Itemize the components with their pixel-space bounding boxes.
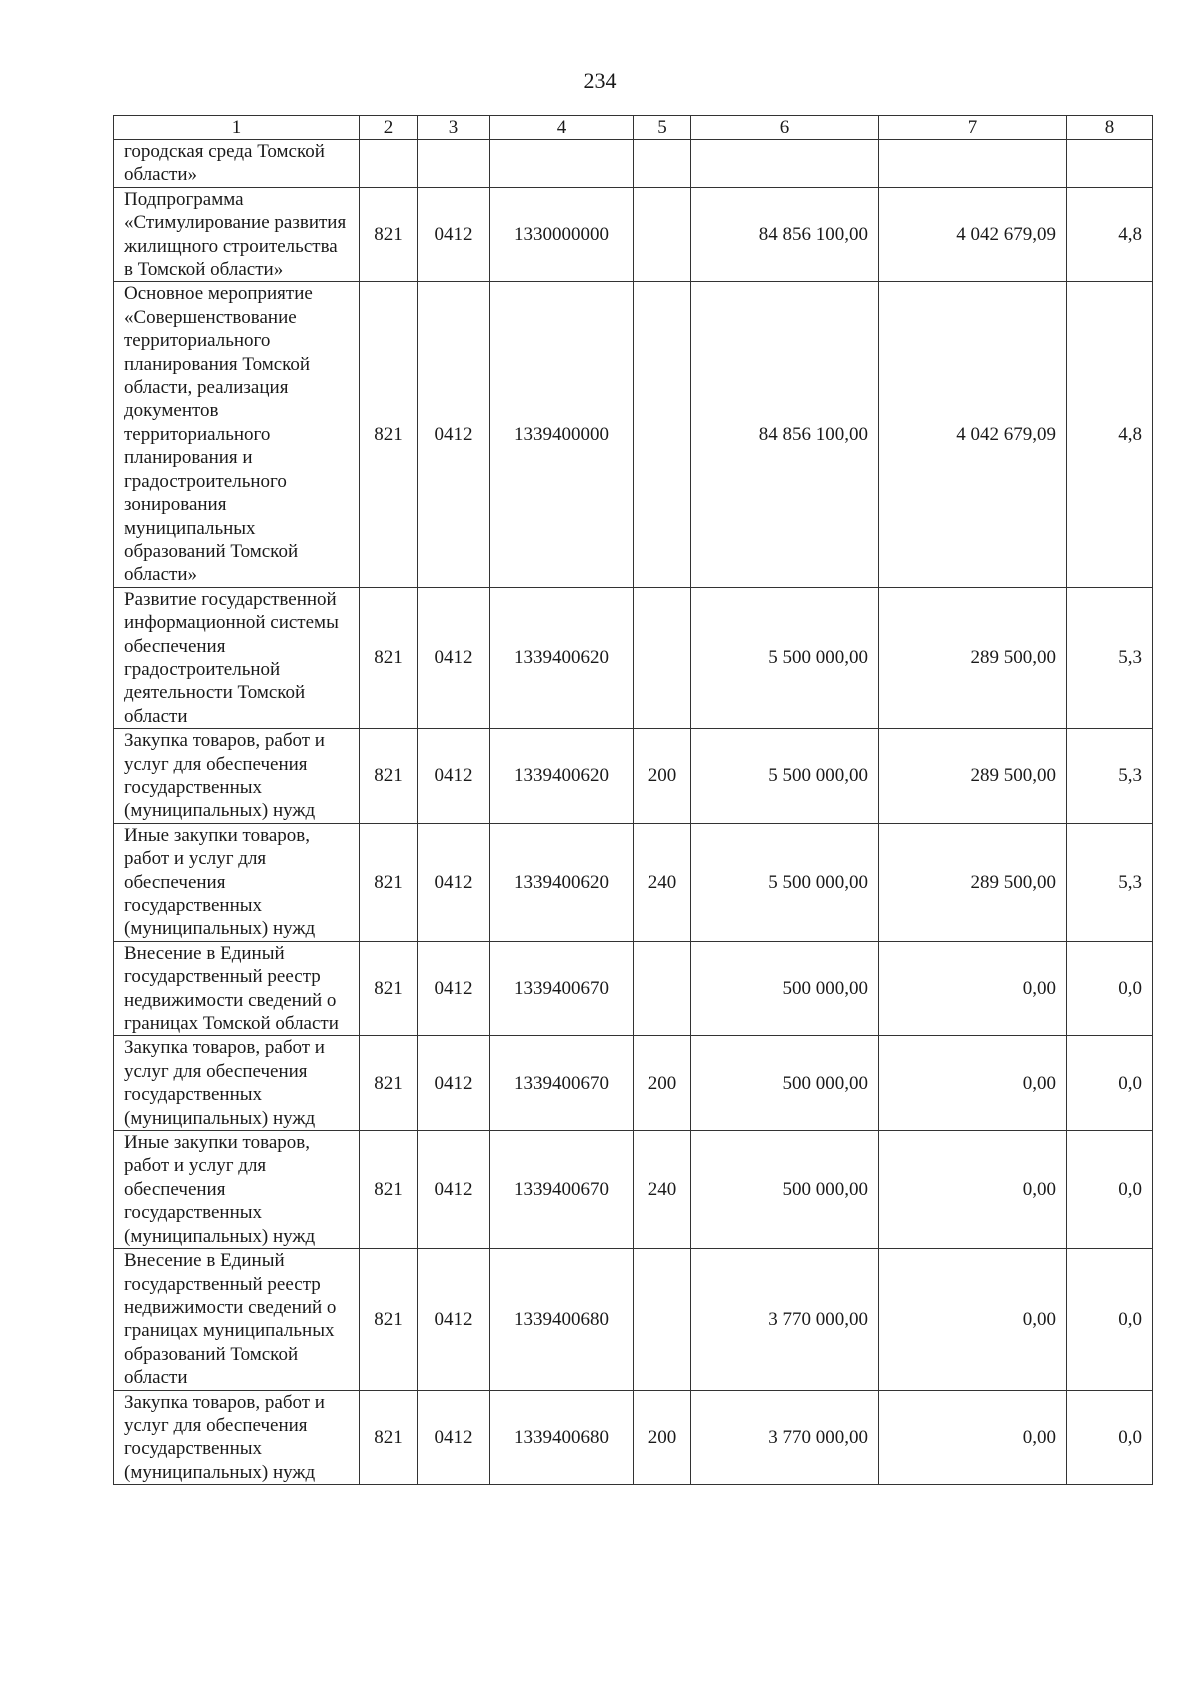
grbs-code-cell: 821: [360, 1036, 418, 1131]
actual-amount-cell: 0,00: [879, 941, 1067, 1036]
grbs-code-cell: 821: [360, 1390, 418, 1485]
grbs-code-cell: 821: [360, 587, 418, 728]
plan-amount-cell: 500 000,00: [691, 1131, 879, 1249]
plan-amount-cell: 3 770 000,00: [691, 1249, 879, 1390]
header-cell: 2: [360, 116, 418, 140]
section-code-cell: 0412: [418, 941, 490, 1036]
grbs-code-cell: 821: [360, 729, 418, 824]
section-code-cell: 0412: [418, 1249, 490, 1390]
percent-cell: 4,8: [1067, 282, 1153, 587]
section-code-cell: [418, 140, 490, 188]
target-article-cell: 1339400000: [490, 282, 634, 587]
expense-type-cell: 200: [634, 1036, 691, 1131]
row-name-cell: Закупка товаров, работ и услуг для обеспечения государственных (муниципальных) нужд: [114, 1036, 360, 1131]
grbs-code-cell: 821: [360, 282, 418, 587]
table-row: [114, 1131, 1153, 1249]
grbs-code-cell: 821: [360, 823, 418, 941]
row-name-cell: Подпрограмма «Стимулирование развития жилищного строительства в Томской области»: [114, 187, 360, 282]
percent-cell: 0,0: [1067, 1390, 1153, 1485]
grbs-code-cell: 821: [360, 187, 418, 282]
percent-cell: 5,3: [1067, 587, 1153, 728]
page-number: 234: [583, 68, 617, 93]
header-cell: 7: [879, 116, 1067, 140]
percent-cell: 0,0: [1067, 1249, 1153, 1390]
percent-cell: 5,3: [1067, 823, 1153, 941]
header-cell: 3: [418, 116, 490, 140]
plan-amount-cell: 5 500 000,00: [691, 823, 879, 941]
plan-amount-cell: 5 500 000,00: [691, 729, 879, 824]
row-name-cell: Закупка товаров, работ и услуг для обеспечения государственных (муниципальных) нужд: [114, 729, 360, 824]
budget-table: [113, 115, 1153, 1485]
table-row: [114, 282, 1153, 587]
actual-amount-cell: 4 042 679,09: [879, 187, 1067, 282]
table-row: [114, 587, 1153, 728]
plan-amount-cell: 3 770 000,00: [691, 1390, 879, 1485]
actual-amount-cell: 289 500,00: [879, 823, 1067, 941]
table-row: [114, 1036, 1153, 1131]
row-name-cell: Закупка товаров, работ и услуг для обеспечения государственных (муниципальных) нужд: [114, 1390, 360, 1485]
header-cell: 4: [490, 116, 634, 140]
target-article-cell: 1339400680: [490, 1249, 634, 1390]
section-code-cell: 0412: [418, 1131, 490, 1249]
actual-amount-cell: 289 500,00: [879, 729, 1067, 824]
plan-amount-cell: 500 000,00: [691, 941, 879, 1036]
section-code-cell: 0412: [418, 1036, 490, 1131]
table-row: [114, 187, 1153, 282]
actual-amount-cell: 0,00: [879, 1036, 1067, 1131]
percent-cell: 4,8: [1067, 187, 1153, 282]
target-article-cell: 1330000000: [490, 187, 634, 282]
row-name-cell: Внесение в Единый государственный реестр недвижимости сведений о границах муниципальных образований Томской области: [114, 1249, 360, 1390]
plan-amount-cell: 500 000,00: [691, 1036, 879, 1131]
target-article-cell: [490, 140, 634, 188]
percent-cell: [1067, 140, 1153, 188]
plan-amount-cell: [691, 140, 879, 188]
target-article-cell: 1339400620: [490, 587, 634, 728]
target-article-cell: 1339400670: [490, 1036, 634, 1131]
table-row: [114, 1249, 1153, 1390]
expense-type-cell: [634, 282, 691, 587]
expense-type-cell: [634, 587, 691, 728]
plan-amount-cell: 84 856 100,00: [691, 187, 879, 282]
target-article-cell: 1339400620: [490, 823, 634, 941]
target-article-cell: 1339400680: [490, 1390, 634, 1485]
expense-type-cell: [634, 187, 691, 282]
grbs-code-cell: [360, 140, 418, 188]
row-name-cell: городская среда Томской области»: [114, 140, 360, 188]
section-code-cell: 0412: [418, 823, 490, 941]
expense-type-cell: 200: [634, 729, 691, 824]
expense-type-cell: [634, 1249, 691, 1390]
expense-type-cell: 200: [634, 1390, 691, 1485]
actual-amount-cell: 0,00: [879, 1131, 1067, 1249]
table-header-row: [114, 116, 1153, 140]
actual-amount-cell: 0,00: [879, 1390, 1067, 1485]
grbs-code-cell: 821: [360, 1131, 418, 1249]
plan-amount-cell: 5 500 000,00: [691, 587, 879, 728]
header-cell: 5: [634, 116, 691, 140]
percent-cell: 0,0: [1067, 941, 1153, 1036]
percent-cell: 0,0: [1067, 1131, 1153, 1249]
row-name-cell: Развитие государственной информационной системы обеспечения градостроительной деятельности Томской области: [114, 587, 360, 728]
section-code-cell: 0412: [418, 282, 490, 587]
header-cell: 8: [1067, 116, 1153, 140]
target-article-cell: 1339400670: [490, 941, 634, 1036]
percent-cell: 5,3: [1067, 729, 1153, 824]
section-code-cell: 0412: [418, 187, 490, 282]
grbs-code-cell: 821: [360, 941, 418, 1036]
actual-amount-cell: 289 500,00: [879, 587, 1067, 728]
table-row: [114, 941, 1153, 1036]
expense-type-cell: 240: [634, 1131, 691, 1249]
table-row: [114, 140, 1153, 188]
actual-amount-cell: 4 042 679,09: [879, 282, 1067, 587]
actual-amount-cell: 0,00: [879, 1249, 1067, 1390]
target-article-cell: 1339400670: [490, 1131, 634, 1249]
table-row: [114, 729, 1153, 824]
expense-type-cell: [634, 941, 691, 1036]
row-name-cell: Иные закупки товаров, работ и услуг для обеспечения государственных (муниципальных) нужд: [114, 823, 360, 941]
section-code-cell: 0412: [418, 1390, 490, 1485]
plan-amount-cell: 84 856 100,00: [691, 282, 879, 587]
row-name-cell: Иные закупки товаров, работ и услуг для обеспечения государственных (муниципальных) нужд: [114, 1131, 360, 1249]
percent-cell: 0,0: [1067, 1036, 1153, 1131]
section-code-cell: 0412: [418, 729, 490, 824]
target-article-cell: 1339400620: [490, 729, 634, 824]
table-row: [114, 1390, 1153, 1485]
row-name-cell: Внесение в Единый государственный реестр недвижимости сведений о границах Томской области: [114, 941, 360, 1036]
section-code-cell: 0412: [418, 587, 490, 728]
expense-type-cell: [634, 140, 691, 188]
grbs-code-cell: 821: [360, 1249, 418, 1390]
row-name-cell: Основное мероприятие «Совершенствование территориального планирования Томской области, реализация документов территориального планирования и градостроительного зонирования муниципальных образований Томской области»: [114, 282, 360, 587]
expense-type-cell: 240: [634, 823, 691, 941]
header-cell: 1: [114, 116, 360, 140]
actual-amount-cell: [879, 140, 1067, 188]
header-cell: 6: [691, 116, 879, 140]
table-row: [114, 823, 1153, 941]
